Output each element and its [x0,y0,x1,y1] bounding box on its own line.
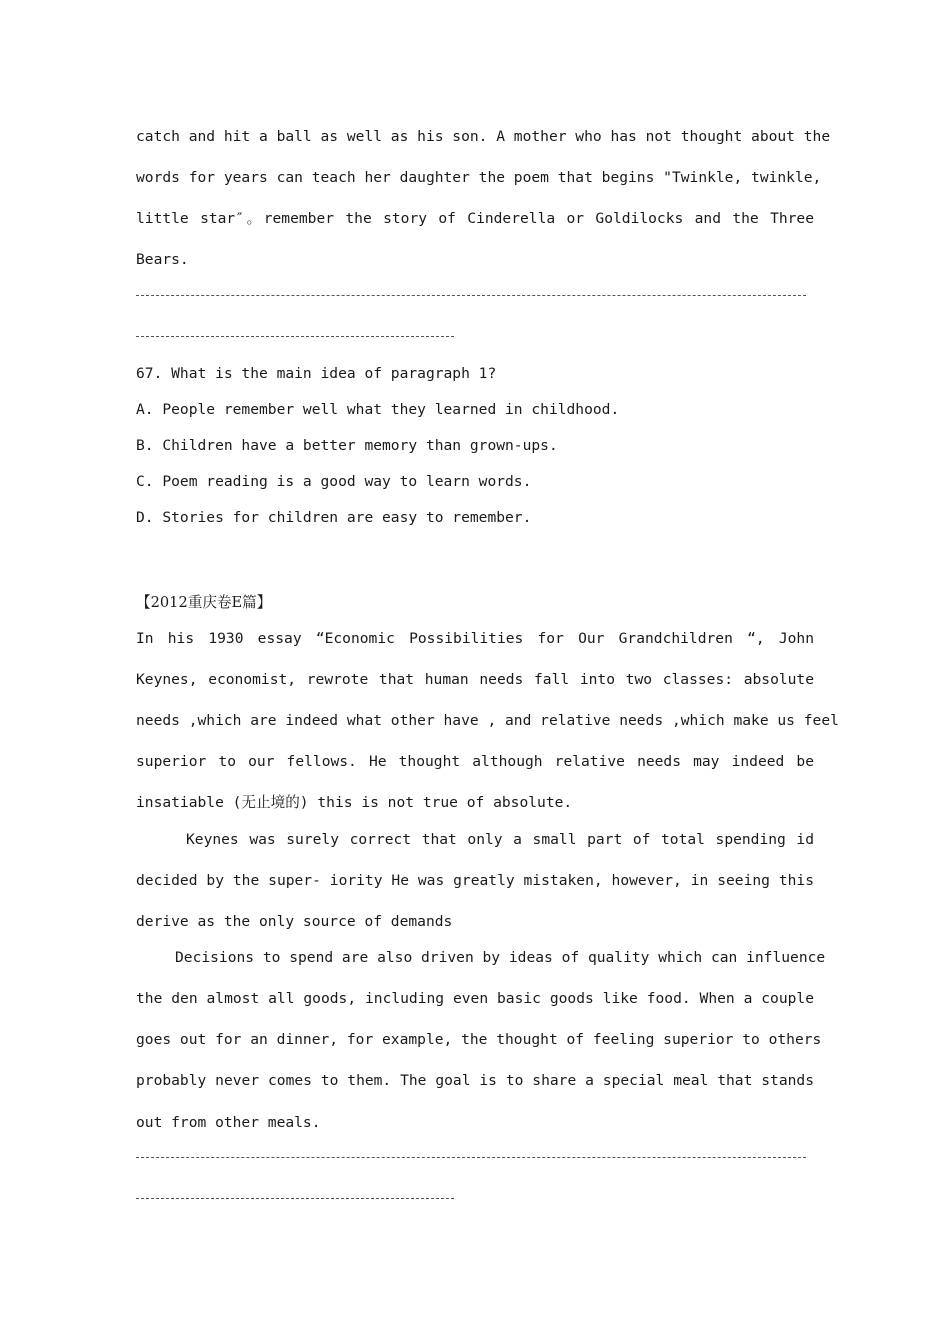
option-c[interactable]: C. Poem reading is a good way to learn words. [136,473,532,490]
paragraph-line: Decisions to spend are also driven by ideas of quality which can influence [175,949,826,966]
paragraph-line: needs ,which are indeed what other have , and relative needs ,which make us feel [136,712,839,729]
paragraph-line: the den almost all goods, including even basic goods like food. When a couple [136,990,814,1007]
passage-d-line: words for years can teach her daughter the poem that begins "Twinkle, twinkle, [136,169,822,186]
paragraph-line: insatiable (无止境的) this is not true of absolute. [136,794,573,811]
paragraph-line: out from other meals. [136,1114,321,1131]
paragraph-line: decided by the super- iority He was greatly mistaken, however, in seeing this [136,872,814,889]
question-stem: 67. What is the main idea of paragraph 1? [136,365,497,382]
paragraph-line: goes out for an dinner, for example, the thought of feeling superior to others [136,1031,822,1048]
answer-line [136,295,806,296]
answer-line [136,1198,454,1199]
paragraph-line: probably never comes to them. The goal is to share a special meal that stands [136,1072,814,1089]
paragraph-line: Keynes, economist, rewrote that human needs fall into two classes: absolute [136,671,814,688]
paragraph-line: In his 1930 essay “Economic Possibilities for Our Grandchildren “, John [136,630,814,647]
option-d[interactable]: D. Stories for children are easy to remember. [136,509,532,526]
paragraph-line: Keynes was surely correct that only a small part of total spending id [186,831,814,848]
passage-d-line: Bears. [136,251,189,268]
paragraph-line: derive as the only source of demands [136,913,453,930]
answer-line [136,336,454,337]
passage-d-line: catch and hit a ball as well as his son. A mother who has not thought about the [136,128,831,145]
paragraph-line: superior to our fellows. He thought although relative needs may indeed be [136,753,814,770]
option-b[interactable]: B. Children have a better memory than grown-ups. [136,437,558,454]
passage-d-line: little star″。remember the story of Cinderella or Goldilocks and the Three [136,210,814,227]
answer-line [136,1157,806,1158]
section-header: 【2012重庆卷E篇】 [136,594,272,611]
option-a[interactable]: A. People remember well what they learned in childhood. [136,401,620,418]
